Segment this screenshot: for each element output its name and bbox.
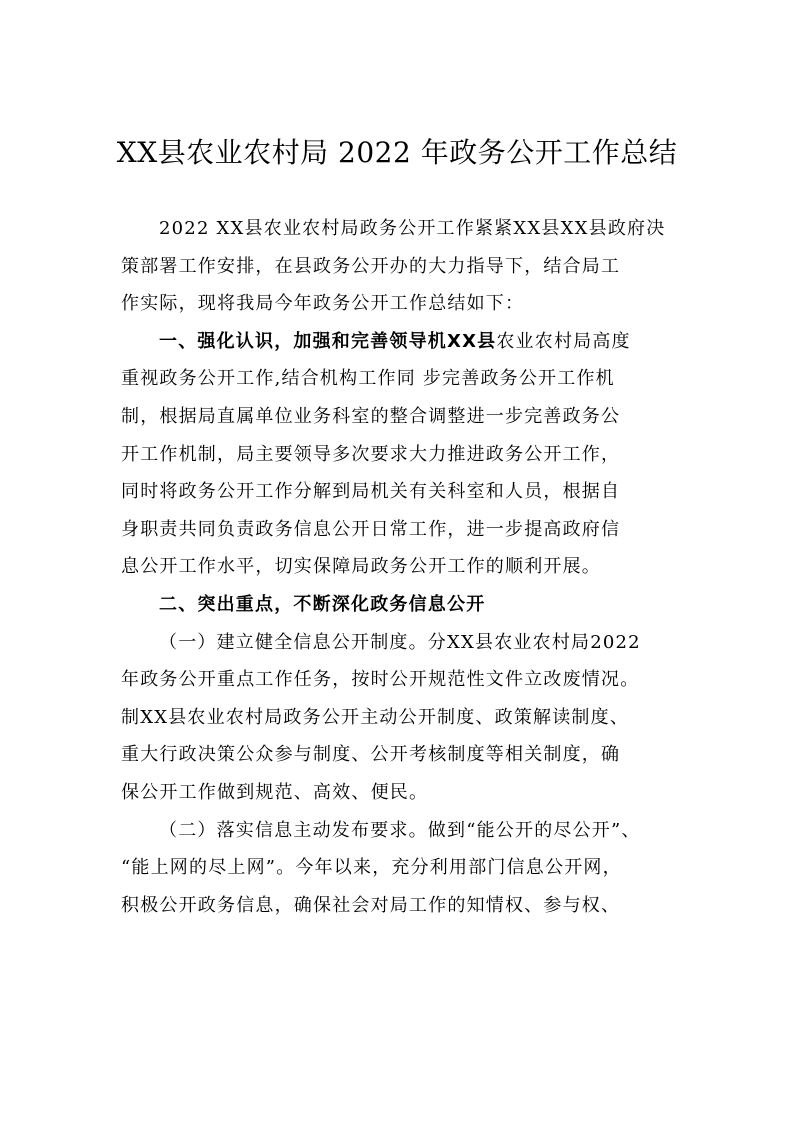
text-line: 重大行政决策公众参与制度、公开考核制度等相关制度，确 <box>121 744 621 766</box>
text-line: “能上网的尽上网”。今年以来，充分利用部门信息公开网， <box>121 857 622 879</box>
section2-heading: 二、突出重点，不断深化政务信息公开 <box>159 593 486 615</box>
text-line: 保公开工作做到规范、高效、便民。 <box>121 781 429 803</box>
text-line: 身职责共同负责政务信息公开日常工作，进一步提高政府信 <box>121 518 621 540</box>
text-line: （二）落实信息主动发布要求。做到“能公开的尽公开”、 <box>159 819 641 841</box>
text-line: 2022 XX县农业农村局政务公开工作紧紧XX县XX县政府决 <box>159 218 666 239</box>
text-line: 同时将政务公开工作分解到局机关有关科室和人员，根据自 <box>121 481 621 503</box>
section2-item1-paragraph <box>121 624 681 812</box>
text-line: 制XX县农业农村局政务公开主动公开制度、政策解读制度、 <box>121 706 630 728</box>
text-line: 积极公开政务信息，确保社会对局工作的知情权、参与权、 <box>121 894 621 916</box>
intro-paragraph <box>121 210 681 323</box>
document-title: XX县农业农村局 2022 年政务公开工作总结 <box>116 136 678 169</box>
text-line <box>121 323 681 361</box>
text-line: 重视政务公开工作,结合机构工作同 步完善政务公开工作机 <box>121 368 615 390</box>
section2-item2-paragraph <box>121 812 681 925</box>
text-line: 开工作机制，局主要领导多次要求大力推进政务公开工作， <box>121 443 621 465</box>
section1-heading: 一、强化认识，加强和完善领导机XX县 <box>159 330 497 352</box>
section1-paragraph <box>121 323 681 586</box>
section1-lead-text: 农业农村局高度 <box>496 330 631 352</box>
text-line: （一）建立健全信息公开制度。分XX县农业农村局2022 <box>159 631 641 653</box>
text-line: 年政务公开重点工作任务，按时公开规范性文件立改废情况。 <box>121 669 640 691</box>
text-line: 作实际，现将我局今年政务公开工作总结如下： <box>121 293 525 315</box>
text-line: 策部署工作安排，在县政务公开办的大力指导下，结合局工 <box>121 255 621 277</box>
document-body <box>121 210 681 924</box>
text-line: 息公开工作水平，切实保障局政务公开工作的顺利开展。 <box>121 556 601 578</box>
text-line: 制，根据局直属单位业务科室的整合调整进一步完善政务公 <box>121 405 621 427</box>
